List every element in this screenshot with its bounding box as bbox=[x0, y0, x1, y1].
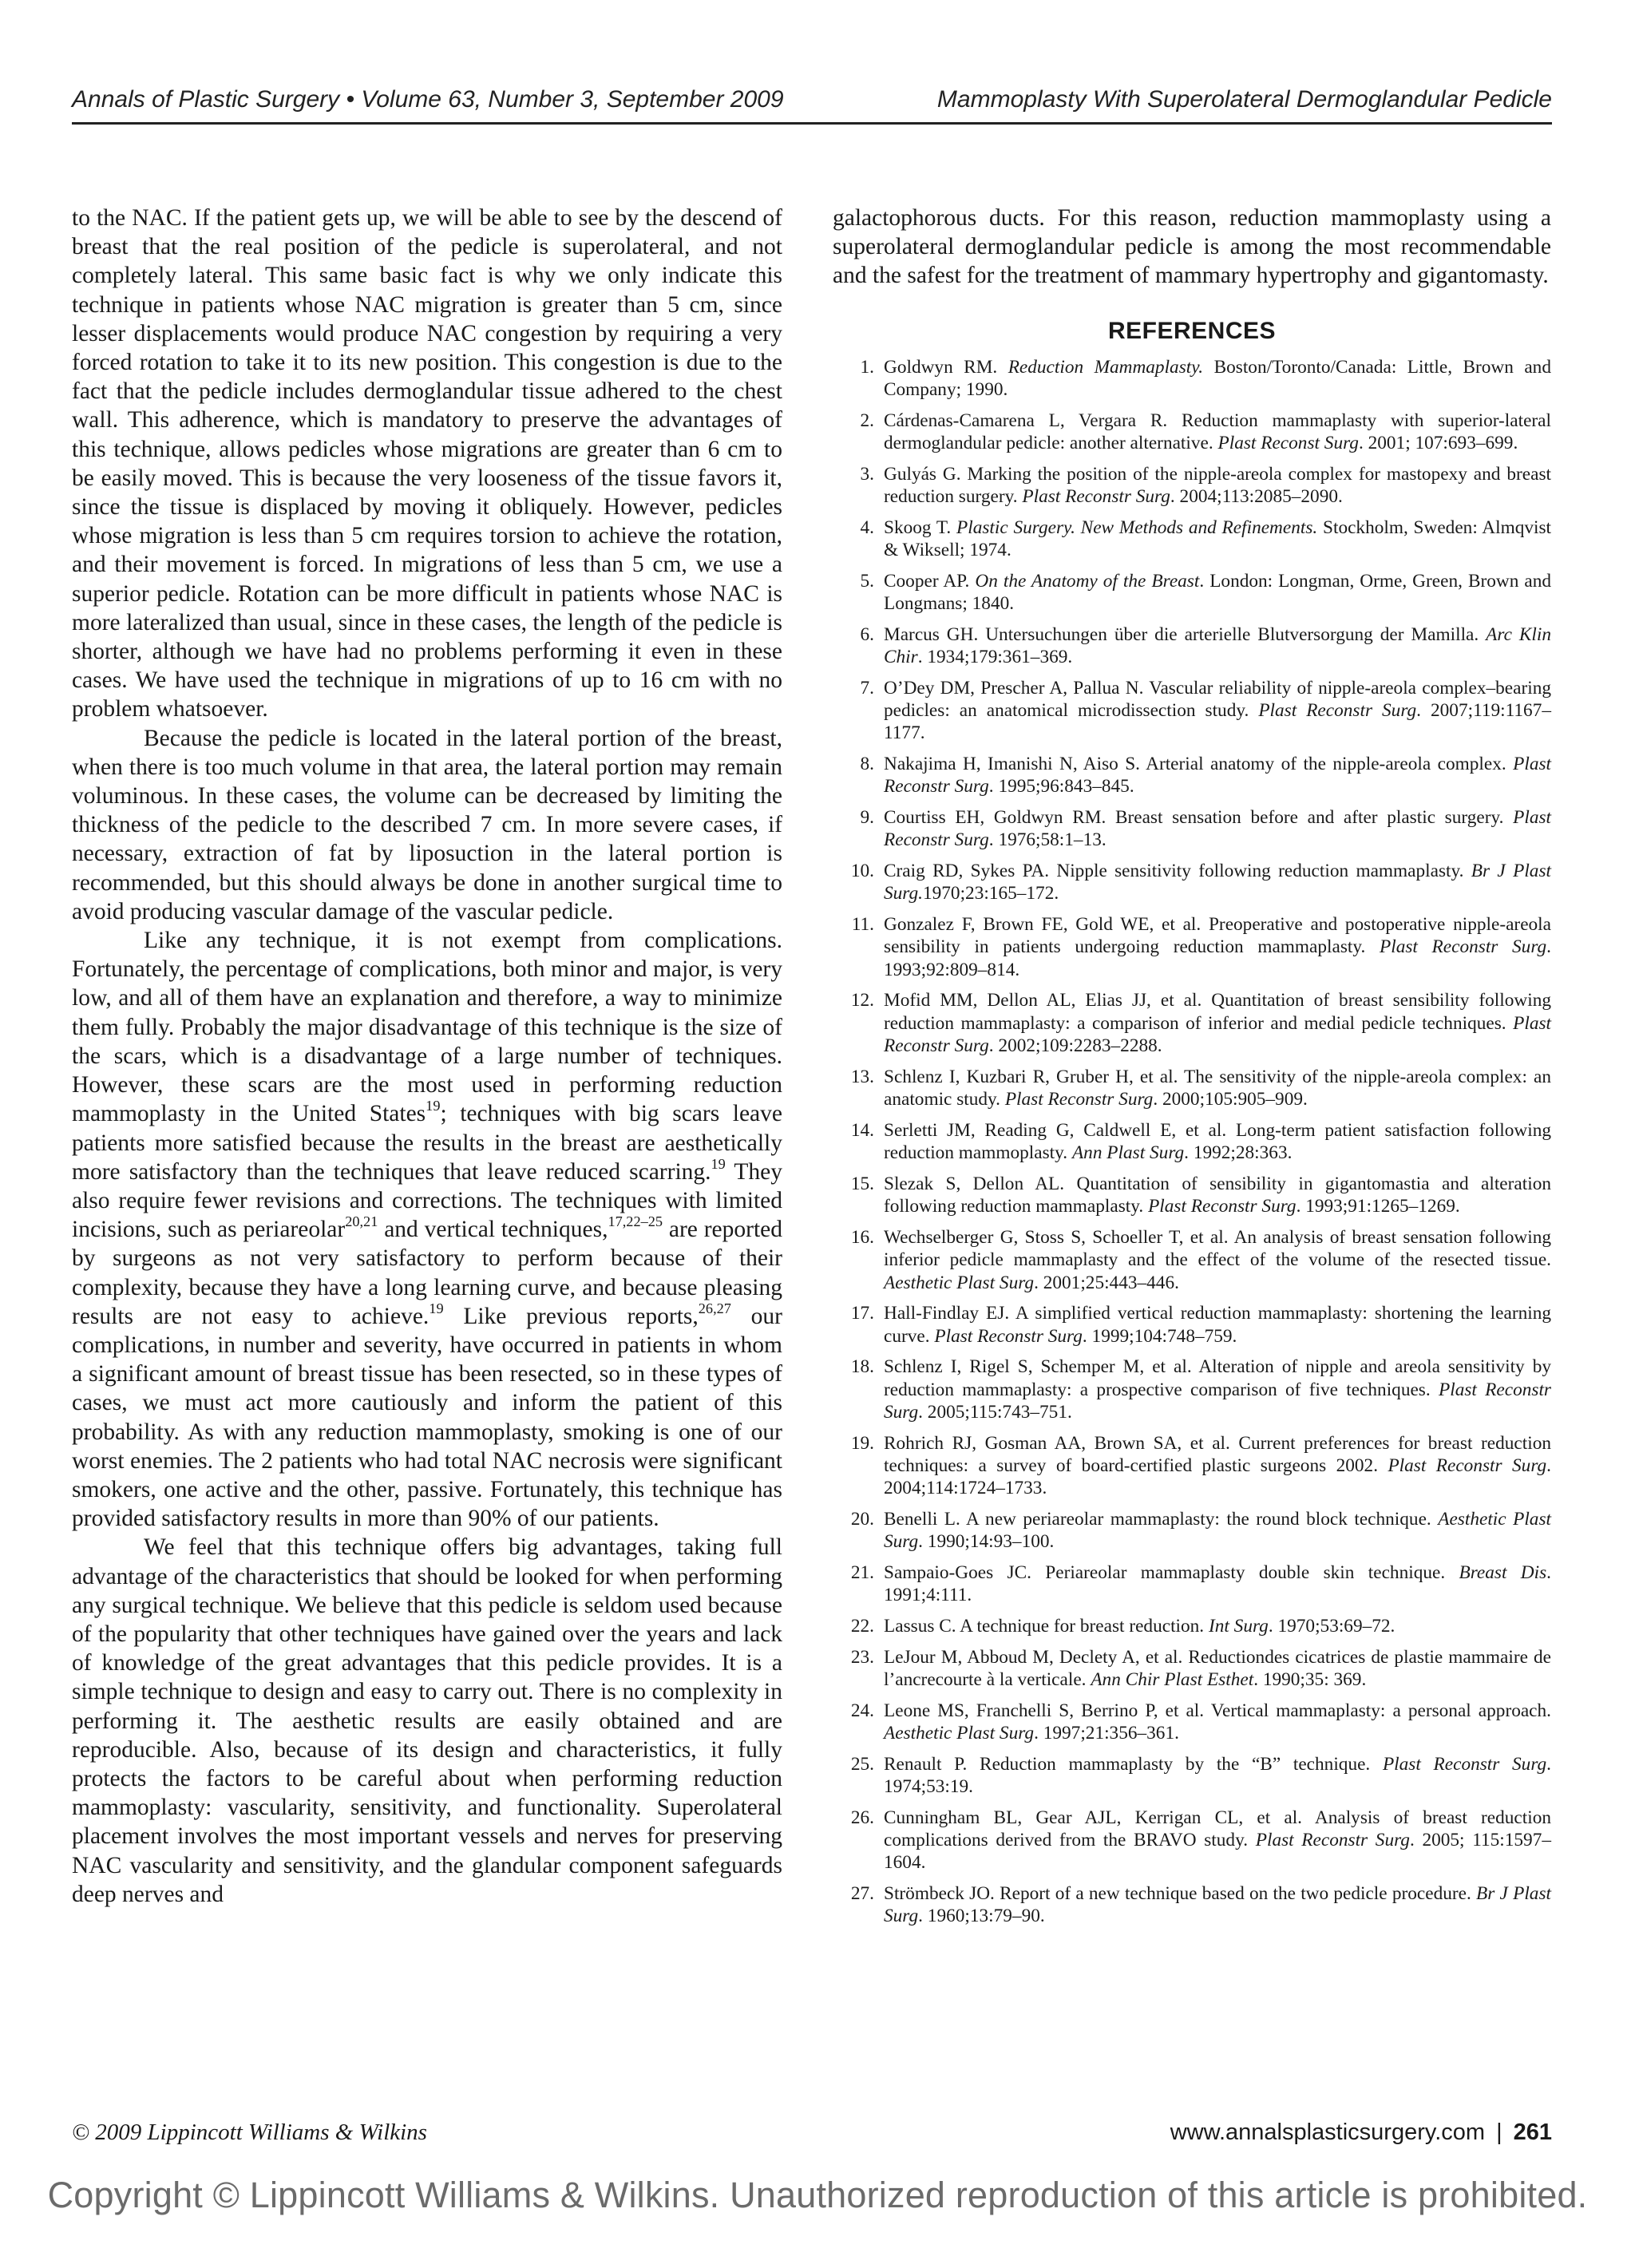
reference-text bbox=[884, 1561, 1551, 1607]
reference-text bbox=[884, 1119, 1551, 1165]
reference-details: . 1974;53:19. bbox=[884, 1753, 1551, 1798]
reference-number: 13. bbox=[850, 1066, 874, 1087]
reference-number: 3. bbox=[860, 463, 874, 485]
reference-source: Br J Plast Surg bbox=[884, 1883, 1551, 1927]
reference-source: Plast Reconst Surg bbox=[1217, 433, 1359, 454]
reference-details: . 2001;25:443–446. bbox=[1034, 1272, 1179, 1293]
reference-authors-title: Wechselberger G, Stoss S, Schoeller T, et al. An analysis of breast sensation following inferior pedicle mammaplasty and the effect of the volume of the resected tissue. bbox=[884, 1226, 1551, 1271]
reference-details: . 1934;179:361–369. bbox=[917, 647, 1073, 668]
reference-number: 22. bbox=[850, 1616, 874, 1637]
reference-source: Plast Reconstr Surg bbox=[1388, 1455, 1547, 1477]
reference-list bbox=[833, 356, 1551, 1928]
reference-source: Arc Klin Chir bbox=[884, 623, 1552, 668]
footer-separator: | bbox=[1496, 2120, 1502, 2145]
reference-number: 23. bbox=[850, 1646, 874, 1668]
reference-number: 4. bbox=[860, 517, 874, 538]
reference-number: 11. bbox=[851, 914, 874, 936]
reference-number: 19. bbox=[850, 1432, 874, 1454]
reference-authors-title: Cooper AP. bbox=[884, 570, 976, 592]
journal-citation: Annals of Plastic Surgery • Volume 63, Number 3, September 2009 bbox=[72, 86, 784, 113]
reference-source: Plast Reconstr Surg bbox=[1382, 1753, 1547, 1775]
reference-text bbox=[884, 1066, 1551, 1111]
reference-number: 9. bbox=[860, 807, 874, 829]
reference-text bbox=[884, 1882, 1551, 1928]
reference-number: 18. bbox=[850, 1356, 874, 1378]
reference-source: Br J Plast Surg. bbox=[884, 861, 1551, 904]
reference-text bbox=[884, 1508, 1551, 1554]
running-header bbox=[72, 86, 1552, 113]
reference-details: . 2007;119:1167–1177. bbox=[884, 700, 1551, 744]
reference-number: 6. bbox=[860, 623, 874, 645]
reference-text bbox=[884, 1807, 1551, 1874]
reference-item bbox=[833, 1561, 1551, 1607]
text-run: our complications, in number and severity, have occurred in patients in whom a significant amount of breast tissue has been resected, so in these types of cases, we must act more cautiously and inform the patient of this probability. As with any reduction mammoplasty, smoking is one of our worst enemies. The 2 patients who had total NAC necrosis were significant smokers, one active and the other, passive. Fortunately, this technique has provided satisfactory results in more than 90% of our patients. bbox=[72, 1303, 782, 1532]
reference-authors-title: O’Dey DM, Prescher A, Pallua N. Vascular reliability of nipple-areola complex–bearing pedicles: an anatomical microdissection study. bbox=[884, 677, 1551, 722]
reference-authors-title: Courtiss EH, Goldwyn RM. Breast sensation before and after plastic surgery. bbox=[884, 807, 1514, 829]
left-column bbox=[72, 204, 782, 1909]
reference-source: Plast Reconstr Surg bbox=[884, 754, 1551, 798]
reference-number: 20. bbox=[850, 1509, 874, 1530]
reference-authors-title: Gonzalez F, Brown FE, Gold WE, et al. Preoperative and postoperative nipple-areola sensibility in patients undergoing reduction mammaplasty. bbox=[884, 914, 1551, 958]
reference-number: 27. bbox=[850, 1883, 874, 1905]
reference-item bbox=[833, 1508, 1551, 1554]
reference-source: Aesthetic Plast Surg bbox=[884, 1723, 1035, 1744]
reference-details: . 1993;92:809–814. bbox=[884, 936, 1551, 980]
reference-details: 1970;23:165–172. bbox=[922, 883, 1059, 904]
reference-source: Plast Reconstr Surg bbox=[1380, 936, 1547, 958]
reference-details: . 1990;14:93–100. bbox=[918, 1531, 1055, 1553]
footer-right bbox=[1170, 2120, 1552, 2146]
text-run: ; techniques with big scars leave patients more satisfied because the results in the breast are aesthetically more satisfactory than the techniques that leave reduced scarring. bbox=[72, 1101, 782, 1185]
reference-source: Plast Reconstr Surg bbox=[1148, 1196, 1297, 1217]
reference-text bbox=[884, 806, 1551, 852]
reference-details: Boston/Toronto/Canada: Little, Brown and Company; 1990. bbox=[884, 356, 1551, 401]
reference-source: Int Surg bbox=[1208, 1616, 1269, 1637]
reference-text bbox=[884, 1646, 1551, 1692]
reference-item bbox=[833, 1646, 1551, 1692]
reference-item bbox=[833, 463, 1551, 509]
reference-details: . 2002;109:2283–2288. bbox=[988, 1035, 1162, 1057]
reference-item bbox=[833, 1302, 1551, 1348]
reference-item bbox=[833, 1432, 1551, 1500]
citation-superscript: 26,27 bbox=[698, 1300, 731, 1316]
reference-item bbox=[833, 1700, 1551, 1745]
reference-source: Plast Reconstr Surg bbox=[1004, 1089, 1154, 1110]
reference-text bbox=[884, 1615, 1551, 1637]
reference-number: 17. bbox=[850, 1303, 874, 1324]
article-short-title: Mammoplasty With Superolateral Dermoglandular Pedicle bbox=[936, 86, 1552, 113]
reference-authors-title: Hall-Findlay EJ. A simplified vertical reduction mammaplasty: shortening the learning curve. bbox=[884, 1303, 1551, 1347]
reference-authors-title: Cunningham BL, Gear AJL, Kerrigan CL, et al. Analysis of breast reduction complications derived from the BRAVO study. bbox=[884, 1807, 1551, 1851]
reference-item bbox=[833, 1066, 1551, 1111]
copyright-notice: Copyright © Lippincott Williams & Wilkins. Unauthorized reproduction of this article is prohibited. bbox=[47, 2175, 1588, 2215]
reference-item bbox=[833, 1753, 1551, 1799]
citation-superscript: 20,21 bbox=[345, 1213, 378, 1230]
reference-text bbox=[884, 1302, 1551, 1348]
reference-details: . 1995;96:843–845. bbox=[988, 776, 1134, 798]
reference-authors-title: Craig RD, Sykes PA. Nipple sensitivity following reduction mammaplasty. bbox=[884, 861, 1471, 882]
reference-source: Plast Reconstr Surg bbox=[1255, 1830, 1410, 1851]
page-footer bbox=[72, 2120, 1552, 2146]
reference-authors-title: Renault P. Reduction mammaplasty by the “B” technique. bbox=[884, 1753, 1383, 1775]
reference-source: Ann Plast Surg bbox=[1071, 1142, 1185, 1164]
reference-item bbox=[833, 677, 1551, 745]
reference-item bbox=[833, 1356, 1551, 1423]
reference-item bbox=[833, 517, 1551, 562]
text-run: They also require fewer revisions and corrections. The techniques with limited incisions, such as periareolar bbox=[72, 1158, 782, 1243]
citation-superscript: 19 bbox=[429, 1300, 444, 1316]
reference-number: 1. bbox=[860, 356, 874, 378]
reference-source: Plast Reconstr Surg bbox=[1258, 700, 1417, 722]
reference-source: Aesthetic Plast Surg bbox=[884, 1272, 1035, 1293]
reference-details: . 2004;114:1724–1733. bbox=[884, 1455, 1551, 1499]
paragraph-2: Because the pedicle is located in the lateral portion of the breast, when there is too much volume in that area, the lateral portion may remain voluminous. In these cases, the volume can be decreased by limiting the thickness of the pedicle to the described 7 cm. In more severe cases, if necessary, extraction of fat by liposuction in the lateral portion is recommended, but this should always be done in another surgical time to avoid producing vascular damage of the vascular pedicle. bbox=[72, 725, 782, 924]
reference-source: Plast Reconstr Surg bbox=[884, 1379, 1551, 1423]
reference-text bbox=[884, 1753, 1551, 1799]
reference-details: . 2000;105:905–909. bbox=[1153, 1089, 1308, 1110]
reference-item bbox=[833, 860, 1551, 905]
journal-url: www.annalsplasticsurgery.com bbox=[1170, 2120, 1486, 2145]
reference-text bbox=[884, 410, 1551, 455]
references-heading: REFERENCES bbox=[1107, 317, 1277, 344]
reference-authors-title: Lassus C. A technique for breast reduction. bbox=[884, 1616, 1209, 1637]
reference-text bbox=[884, 1432, 1551, 1500]
reference-source: Reduction Mammaplasty. bbox=[1008, 356, 1204, 378]
footer-copyright: © 2009 Lippincott Williams & Wilkins bbox=[72, 2120, 427, 2145]
reference-text bbox=[884, 1226, 1551, 1294]
header-rule bbox=[72, 122, 1552, 125]
paragraph-1: to the NAC. If the patient gets up, we will be able to see by the descend of breast that the real position of the pedicle is superolateral, and not completely lateral. This same basic fact is why we only indicate this technique in patients whose NAC migration is greater than 5 cm, since lesser displacements would produce NAC congestion by requiring a very forced rotation to take it to its new position. This congestion is due to the fact that the pedicle includes dermoglandular tissue adhered to the chest wall. This adherence, which is mandatory to preserve the advantages of this technique, allows pedicles whose migrations are greater than 6 cm to be easily moved. This is because the very looseness of the tissue favors it, since the tissue is displaced by moving it obliquely. However, pedicles whose migration is less than 5 cm requires torsion to achieve the rotation, and their movement is forced. In migrations of less than 5 cm, we use a superior pedicle. Rotation can be more difficult in patients whose NAC is more lateralized than usual, since in these cases, the length of the pedicle is shorter, although we have had no problems performing it even in these cases. We have used the technique in migrations of up to 16 cm with no problem whatsoever. bbox=[72, 205, 782, 722]
reference-authors-title: Leone MS, Franchelli S, Berrino P, et al. Vertical mammaplasty: a personal approach. bbox=[884, 1700, 1551, 1721]
reference-item bbox=[833, 753, 1551, 798]
reference-number: 8. bbox=[860, 754, 874, 775]
reference-details: . 1991;4:111. bbox=[884, 1562, 1551, 1606]
reference-text bbox=[884, 1700, 1551, 1745]
reference-item bbox=[833, 1882, 1551, 1928]
reference-details: Stockholm, Sweden: Almqvist & Wiksell; 1974. bbox=[884, 517, 1551, 561]
reference-number: 7. bbox=[860, 677, 874, 699]
reference-source: Aesthetic Plast Surg bbox=[884, 1509, 1551, 1553]
reference-authors-title: Strömbeck JO. Report of a new technique based on the two pedicle procedure. bbox=[884, 1883, 1477, 1905]
reference-source: Plastic Surgery. New Methods and Refinements. bbox=[956, 517, 1318, 538]
reference-details: . 1992;28:363. bbox=[1184, 1142, 1293, 1164]
reference-details: . 1970;53:69–72. bbox=[1268, 1616, 1395, 1637]
reference-number: 10. bbox=[850, 861, 874, 882]
reference-authors-title: Goldwyn RM. bbox=[884, 356, 1008, 378]
reference-text bbox=[884, 570, 1551, 615]
reference-details: . 1960;13:79–90. bbox=[918, 1906, 1045, 1927]
reference-number: 14. bbox=[850, 1119, 874, 1141]
reference-source: Plast Reconstr Surg bbox=[884, 1012, 1551, 1057]
reference-authors-title: Nakajima H, Imanishi N, Aiso S. Arterial anatomy of the nipple-areola complex. bbox=[884, 754, 1514, 775]
reference-authors-title: Schlenz I, Kuzbari R, Gruber H, et al. The sensitivity of the nipple-areola complex: an anatomic study. bbox=[884, 1066, 1551, 1110]
reference-details: . 2004;113:2085–2090. bbox=[1170, 486, 1343, 508]
reference-number: 5. bbox=[860, 570, 874, 592]
text-run: Like previous reports, bbox=[443, 1303, 699, 1329]
reference-details: . London: Longman, Orme, Green, Brown and Longmans; 1840. bbox=[884, 570, 1552, 615]
reference-text bbox=[884, 913, 1551, 981]
reference-authors-title: LeJour M, Abboud M, Declety A, et al. Reductiondes cicatrices de plastie mammaire de l’ancrecourte à la verticale. bbox=[884, 1646, 1551, 1691]
reference-item bbox=[833, 1119, 1551, 1165]
reference-authors-title: Cárdenas-Camarena L, Vergara R. Reduction mammaplasty with superior-lateral dermoglandular pedicle: another alternative. bbox=[884, 410, 1551, 454]
reference-item bbox=[833, 1226, 1551, 1294]
reference-source: Breast Dis bbox=[1459, 1562, 1547, 1584]
reference-source: Ann Chir Plast Esthet bbox=[1091, 1669, 1254, 1691]
reference-authors-title: Skoog T. bbox=[884, 517, 956, 538]
reference-item bbox=[833, 1615, 1551, 1637]
reference-item bbox=[833, 356, 1551, 402]
reference-number: 2. bbox=[860, 410, 874, 431]
reference-authors-title: Marcus GH. Untersuchungen über die arterielle Blutversorgung der Mamilla. bbox=[884, 623, 1487, 645]
reference-authors-title: Serletti JM, Reading G, Caldwell E, et al. Long-term patient satisfaction following reduction mammoplasty. bbox=[884, 1119, 1551, 1164]
reference-number: 12. bbox=[850, 990, 874, 1011]
reference-number: 16. bbox=[850, 1226, 874, 1248]
reference-source: On the Anatomy of the Breast bbox=[975, 570, 1200, 592]
text-run: and vertical techniques, bbox=[378, 1217, 608, 1243]
reference-authors-title: Schlenz I, Rigel S, Schemper M, et al. Alteration of nipple and areola sensitivity by reduction mammaplasty: a prospective comparison of five techniques. bbox=[884, 1356, 1551, 1400]
reference-authors-title: Mofid MM, Dellon AL, Elias JJ, et al. Quantitation of breast sensibility following reduction mammaplasty: a comparison of inferior and medial pedicle techniques. bbox=[884, 990, 1551, 1034]
reference-item bbox=[833, 410, 1551, 455]
reference-authors-title: Benelli L. A new periareolar mammaplasty: the round block technique. bbox=[884, 1509, 1439, 1530]
citation-superscript: 17,22–25 bbox=[608, 1213, 663, 1230]
reference-number: 24. bbox=[850, 1700, 874, 1721]
reference-details: . 2001; 107:693–699. bbox=[1358, 433, 1518, 454]
reference-number: 25. bbox=[850, 1753, 874, 1775]
reference-details: . 1976;58:1–13. bbox=[988, 829, 1106, 851]
reference-details: . 1999;104:748–759. bbox=[1082, 1325, 1237, 1347]
paragraph-continued: galactophorous ducts. For this reason, reduction mammoplasty using a superolateral dermoglandular pedicle is among the most recommendable and the safest for the treatment of mammary hypertrophy and gigantomasty. bbox=[833, 205, 1551, 289]
citation-superscript: 19 bbox=[711, 1155, 726, 1172]
reference-item bbox=[833, 1807, 1551, 1874]
reference-authors-title: Rohrich RJ, Gosman AA, Brown SA, et al. Current preferences for breast reduction techniques: a survey of board-certified plastic surgeons 2002. bbox=[884, 1432, 1551, 1477]
reference-text bbox=[884, 989, 1551, 1057]
reference-text bbox=[884, 753, 1551, 798]
reference-text bbox=[884, 1356, 1551, 1423]
reference-text bbox=[884, 356, 1551, 402]
reference-details: . 2005;115:743–751. bbox=[918, 1402, 1072, 1423]
paragraph-3 bbox=[72, 926, 782, 1533]
reference-number: 15. bbox=[850, 1173, 874, 1194]
text-run: are reported by surgeons as not very satisfactory to perform because of their complexity, because they have a long learning curve, and because pleasing results are not easy to achieve. bbox=[72, 1217, 782, 1329]
reference-item bbox=[833, 570, 1551, 615]
reference-text bbox=[884, 517, 1551, 562]
reference-item bbox=[833, 989, 1551, 1057]
reference-authors-title: Slezak S, Dellon AL. Quantitation of sensibility in gigantomastia and alteration following reduction mammaplasty. bbox=[884, 1173, 1551, 1217]
text-run: Like any technique, it is not exempt from complications. Fortunately, the percentage of complications, both minor and major, is very low, and all of them have an explanation and therefore, a way to minimize them fully. Probably the major disadvantage of this technique is the size of the scars, which is a disadvantage of a large number of techniques. However, these scars are the most used in performing reduction mammoplasty in the United States bbox=[72, 928, 782, 1127]
reference-item bbox=[833, 913, 1551, 981]
reference-text bbox=[884, 677, 1551, 745]
reference-authors-title: Sampaio-Goes JC. Periareolar mammaplasty double skin technique. bbox=[884, 1562, 1459, 1584]
reference-details: . 1993;91:1265–1269. bbox=[1296, 1196, 1460, 1217]
reference-details: . 1990;35: 369. bbox=[1253, 1669, 1367, 1691]
reference-details: . 1997;21:356–361. bbox=[1034, 1723, 1179, 1744]
reference-text bbox=[884, 860, 1551, 905]
reference-text bbox=[884, 1173, 1551, 1218]
reference-source: Plast Reconstr Surg bbox=[934, 1325, 1083, 1347]
reference-item bbox=[833, 806, 1551, 852]
reference-source: Plast Reconstr Surg bbox=[1022, 486, 1170, 508]
reference-number: 21. bbox=[850, 1562, 874, 1584]
page-number: 261 bbox=[1513, 2120, 1552, 2145]
reference-text bbox=[884, 463, 1551, 509]
reference-authors-title: Gulyás G. Marking the position of the nipple-areola complex for mastopexy and breast reduction surgery. bbox=[884, 463, 1551, 508]
reference-item bbox=[833, 623, 1551, 669]
reference-item bbox=[833, 1173, 1551, 1218]
reference-source: Plast Reconstr Surg bbox=[884, 807, 1551, 851]
reference-text bbox=[884, 623, 1551, 669]
reference-number: 26. bbox=[850, 1807, 874, 1828]
citation-superscript: 19 bbox=[426, 1098, 441, 1114]
reference-details: . 2005; 115:1597–1604. bbox=[884, 1830, 1552, 1874]
right-column bbox=[833, 204, 1551, 1936]
paragraph-4: We feel that this technique offers big advantages, taking full advantage of the characteristics that should be looked for when performing any surgical technique. We believe that this pedicle is seldom used because of the popularity that other techniques have gained over the years and lack of knowledge of the great advantages that this pedicle provides. It is a simple technique to design and easy to carry out. There is no complexity in performing it. The aesthetic results are easily obtained and are reproducible. Also, because of its design and characteristics, it fully protects the factors to be careful about when performing reduction mammoplasty: vascularity, sensitivity, and functionality. Superolateral placement involves the most important vessels and nerves for preserving NAC vascularity and sensitivity, and the glandular component safeguards deep nerves and bbox=[72, 1534, 782, 1907]
